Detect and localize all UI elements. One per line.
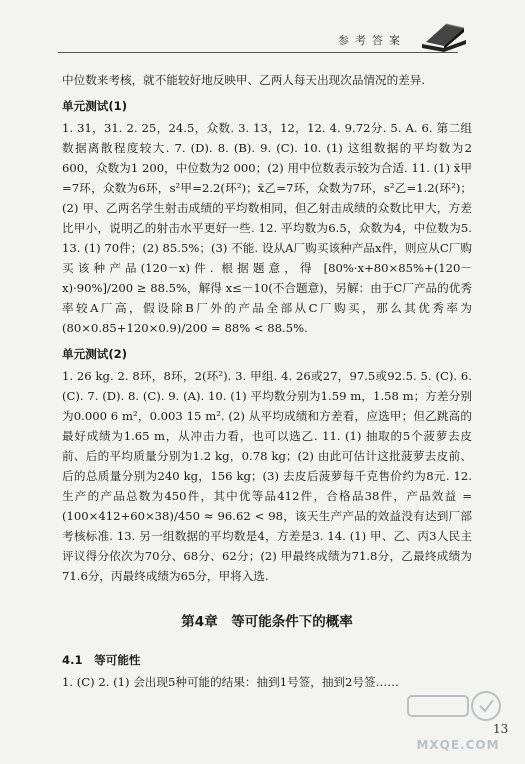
- answer-content: [62, 70, 472, 692]
- header-title: 参考答案: [338, 34, 406, 47]
- header-rule: [58, 52, 458, 53]
- section-title-unit-test-1: 单元测试(1): [62, 99, 128, 113]
- watermark: [398, 686, 518, 756]
- subsection-title: 4.1 等可能性: [62, 653, 141, 667]
- intro-paragraph: 中位数来考核，就不能较好地反映甲、乙两人每天出现次品情况的差异.: [62, 73, 426, 87]
- watermark-logo-icon: [398, 686, 518, 736]
- section-text-unit-test-2: 1. 26 kg. 2. 8环，8环，2(环²). 3. 甲组. 4. 26或27，97.5或92.5. 5. (C). 6. (C). 7. (D). 8. (C). 9. (A). 10. (1) 平均数分别为1.59 m，1.58 m；方差分别为0.000 6 m²，0.003 15 m². (2) 从平均成绩和方差看，应选甲；但乙跳高的最好成绩为1.65 m，从冲击力看，也可以选乙. 11. (1) 抽取的5个菠萝去皮前、后的平均质量分别为1.2 kg，0.78 kg；(2) 由此可估计这批菠萝去皮前、后的总质量分别为240 kg，156 kg；(3) 去皮后菠萝每千克售价约为8元. 12. 生产的产品总数为450件，其中优等品412件，合格品38件，产品效益 = (100×412+60×38)/450 ≈ 96.62 < 98，该天生产产品的效益没有达到厂部考核标准. 13. 另一组数据的平均数是4，方差是3. 14. (1) 甲、乙、丙3人民主评议得分依次为70分、68分、62分；(2) 甲最终成绩为71.8分，乙最终成绩为71.6分，丙最终成绩为65分，甲将入选.: [62, 369, 472, 583]
- section-text-unit-test-1: 1. 31，31. 2. 25，24.5，众数. 3. 13，12，12. 4. 9.72分. 5. A. 6. 第二组数据离散程度较大. 7. (D). 8. (B). 9. (C). 10. (1) 这组数据的平均数为2 600，众数为1 200，中位数为2 000；(2) 用中位数表示较为合适. 11. (1) x̄甲=7环，众数为6环，s²甲=2.2(环²)；x̄乙=7环，众数为7环，s²乙=1.2(环²)；(2) 甲、乙两名学生射击成绩的平均数相同，但乙射击成绩的众数比甲大，方差比甲小，说明乙的射击水平更好一些. 12. 平均数为6.5，众数为4，中位数为5. 13. (1) 70件；(2) 85.5%；(3) 不能. 设从A厂购买该种产品x件，则应从C厂购买该种产品(120－x)件. 根据题意，得 [80%·x+80×85%+(120－x)·90%]/200 ≥ 88.5%，解得 x≤－10(不合题意)，另解：由于C厂产品的优秀率较A厂高，假设除B厂外的产品全部从C厂购买，那么其优秀率为 (80×0.85+120×0.9)/200 = 88% < 88.5%.: [62, 121, 472, 335]
- page-number: 13: [493, 722, 509, 736]
- subsection-text: 1. (C) 2. (1) 会出现5种可能的结果：抽到1号签，抽到2号签……: [62, 675, 399, 689]
- page-header: [0, 0, 525, 60]
- chapter-title: 第4章 等可能条件下的概率: [181, 614, 353, 630]
- book-icon: [420, 18, 468, 54]
- section-title-unit-test-2: 单元测试(2): [62, 347, 128, 361]
- watermark-text: MXQE.COM: [416, 738, 500, 752]
